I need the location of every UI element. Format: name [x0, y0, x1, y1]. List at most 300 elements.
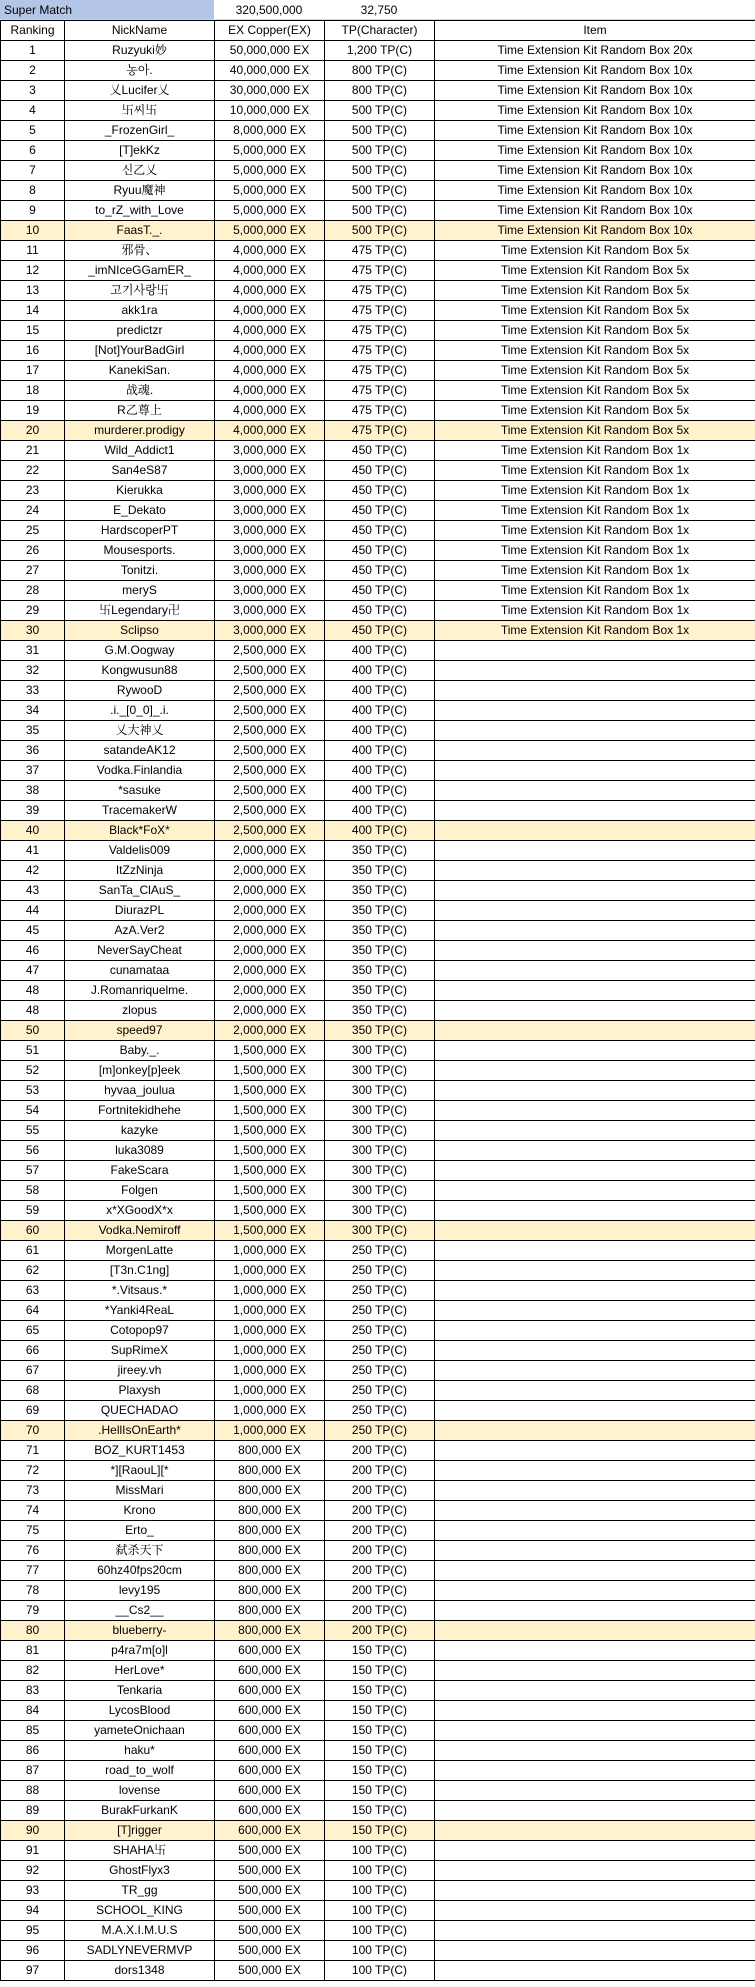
tp-character-cell[interactable]: 475 TP(C)	[325, 341, 435, 361]
ranking-cell[interactable]: 76	[1, 1541, 65, 1561]
item-cell[interactable]	[435, 1381, 755, 1401]
item-cell[interactable]	[435, 781, 755, 801]
nickname-cell[interactable]: FakeScara	[65, 1161, 215, 1181]
item-cell[interactable]	[435, 1801, 755, 1821]
item-cell[interactable]: Time Extension Kit Random Box 1x	[435, 461, 755, 481]
ranking-cell[interactable]: 93	[1, 1881, 65, 1901]
tp-character-cell[interactable]: 300 TP(C)	[325, 1221, 435, 1241]
tp-character-cell[interactable]: 200 TP(C)	[325, 1441, 435, 1461]
ex-copper-cell[interactable]: 1,500,000 EX	[215, 1061, 325, 1081]
item-cell[interactable]	[435, 1761, 755, 1781]
item-cell[interactable]	[435, 1601, 755, 1621]
nickname-cell[interactable]: cunamataa	[65, 961, 215, 981]
item-cell[interactable]: Time Extension Kit Random Box 1x	[435, 621, 755, 641]
item-cell[interactable]: Time Extension Kit Random Box 1x	[435, 561, 755, 581]
ranking-cell[interactable]: 65	[1, 1321, 65, 1341]
ex-copper-cell[interactable]: 1,000,000 EX	[215, 1401, 325, 1421]
tp-character-cell[interactable]: 500 TP(C)	[325, 121, 435, 141]
item-cell[interactable]	[435, 1701, 755, 1721]
item-cell[interactable]	[435, 1881, 755, 1901]
item-cell[interactable]: Time Extension Kit Random Box 1x	[435, 521, 755, 541]
ex-copper-cell[interactable]: 500,000 EX	[215, 1861, 325, 1881]
nickname-cell[interactable]: TR_gg	[65, 1881, 215, 1901]
nickname-cell[interactable]: jireey.vh	[65, 1361, 215, 1381]
tp-character-cell[interactable]: 450 TP(C)	[325, 601, 435, 621]
item-cell[interactable]	[435, 741, 755, 761]
ranking-cell[interactable]: 3	[1, 81, 65, 101]
ex-copper-cell[interactable]: 1,000,000 EX	[215, 1341, 325, 1361]
tp-character-cell[interactable]: 350 TP(C)	[325, 841, 435, 861]
ex-copper-cell[interactable]: 1,500,000 EX	[215, 1041, 325, 1061]
item-cell[interactable]: Time Extension Kit Random Box 1x	[435, 581, 755, 601]
summary-title-cell[interactable]: Super Match	[0, 0, 214, 19]
ex-copper-cell[interactable]: 2,500,000 EX	[215, 801, 325, 821]
ranking-cell[interactable]: 94	[1, 1901, 65, 1921]
tp-character-cell[interactable]: 250 TP(C)	[325, 1341, 435, 1361]
ex-copper-cell[interactable]: 1,500,000 EX	[215, 1121, 325, 1141]
item-cell[interactable]	[435, 1001, 755, 1021]
ranking-cell[interactable]: 54	[1, 1101, 65, 1121]
ex-copper-cell[interactable]: 2,500,000 EX	[215, 761, 325, 781]
ex-copper-cell[interactable]: 1,000,000 EX	[215, 1281, 325, 1301]
nickname-cell[interactable]: MorgenLatte	[65, 1241, 215, 1261]
tp-character-cell[interactable]: 300 TP(C)	[325, 1181, 435, 1201]
ex-copper-cell[interactable]: 800,000 EX	[215, 1581, 325, 1601]
ranking-cell[interactable]: 70	[1, 1421, 65, 1441]
item-cell[interactable]: Time Extension Kit Random Box 1x	[435, 541, 755, 561]
ranking-cell[interactable]: 32	[1, 661, 65, 681]
ranking-cell[interactable]: 71	[1, 1441, 65, 1461]
tp-character-cell[interactable]: 400 TP(C)	[325, 661, 435, 681]
item-cell[interactable]	[435, 861, 755, 881]
item-cell[interactable]	[435, 1621, 755, 1641]
ranking-cell[interactable]: 43	[1, 881, 65, 901]
ex-copper-cell[interactable]: 600,000 EX	[215, 1781, 325, 1801]
tp-character-cell[interactable]: 250 TP(C)	[325, 1241, 435, 1261]
tp-character-cell[interactable]: 475 TP(C)	[325, 261, 435, 281]
item-cell[interactable]	[435, 1061, 755, 1081]
tp-character-cell[interactable]: 200 TP(C)	[325, 1521, 435, 1541]
item-cell[interactable]: Time Extension Kit Random Box 10x	[435, 161, 755, 181]
ranking-cell[interactable]: 92	[1, 1861, 65, 1881]
item-cell[interactable]	[435, 1261, 755, 1281]
tp-character-cell[interactable]: 100 TP(C)	[325, 1941, 435, 1961]
ranking-cell[interactable]: 9	[1, 201, 65, 221]
nickname-cell[interactable]: *sasuke	[65, 781, 215, 801]
nickname-cell[interactable]: Folgen	[65, 1181, 215, 1201]
ranking-cell[interactable]: 24	[1, 501, 65, 521]
item-cell[interactable]	[435, 681, 755, 701]
ranking-cell[interactable]: 74	[1, 1501, 65, 1521]
ex-copper-cell[interactable]: 10,000,000 EX	[215, 101, 325, 121]
ranking-cell[interactable]: 6	[1, 141, 65, 161]
item-cell[interactable]: Time Extension Kit Random Box 1x	[435, 601, 755, 621]
item-cell[interactable]: Time Extension Kit Random Box 5x	[435, 241, 755, 261]
item-cell[interactable]	[435, 1521, 755, 1541]
item-cell[interactable]	[435, 1201, 755, 1221]
ex-copper-cell[interactable]: 1,500,000 EX	[215, 1221, 325, 1241]
nickname-cell[interactable]: San4eS87	[65, 461, 215, 481]
item-cell[interactable]	[435, 1401, 755, 1421]
nickname-cell[interactable]: J.Romanriquelme.	[65, 981, 215, 1001]
tp-character-cell[interactable]: 400 TP(C)	[325, 781, 435, 801]
ex-copper-cell[interactable]: 500,000 EX	[215, 1881, 325, 1901]
item-cell[interactable]	[435, 1821, 755, 1841]
tp-character-cell[interactable]: 200 TP(C)	[325, 1581, 435, 1601]
item-cell[interactable]	[435, 1901, 755, 1921]
ex-copper-cell[interactable]: 2,000,000 EX	[215, 901, 325, 921]
tp-character-cell[interactable]: 250 TP(C)	[325, 1301, 435, 1321]
tp-character-cell[interactable]: 450 TP(C)	[325, 481, 435, 501]
item-cell[interactable]	[435, 1141, 755, 1161]
nickname-cell[interactable]: Sclipso	[65, 621, 215, 641]
tp-character-cell[interactable]: 300 TP(C)	[325, 1101, 435, 1121]
ex-copper-cell[interactable]: 800,000 EX	[215, 1541, 325, 1561]
item-cell[interactable]: Time Extension Kit Random Box 5x	[435, 361, 755, 381]
ex-copper-cell[interactable]: 500,000 EX	[215, 1841, 325, 1861]
nickname-cell[interactable]: NeverSayCheat	[65, 941, 215, 961]
tp-character-cell[interactable]: 500 TP(C)	[325, 181, 435, 201]
nickname-cell[interactable]: ItZzNinja	[65, 861, 215, 881]
ex-copper-cell[interactable]: 40,000,000 EX	[215, 61, 325, 81]
ranking-cell[interactable]: 30	[1, 621, 65, 641]
ranking-cell[interactable]: 22	[1, 461, 65, 481]
ranking-cell[interactable]: 90	[1, 1821, 65, 1841]
tp-character-cell[interactable]: 500 TP(C)	[325, 221, 435, 241]
nickname-cell[interactable]: predictzr	[65, 321, 215, 341]
ex-copper-cell[interactable]: 1,000,000 EX	[215, 1381, 325, 1401]
ranking-cell[interactable]: 69	[1, 1401, 65, 1421]
item-cell[interactable]	[435, 841, 755, 861]
ex-copper-cell[interactable]: 600,000 EX	[215, 1681, 325, 1701]
item-cell[interactable]	[435, 981, 755, 1001]
tp-character-cell[interactable]: 100 TP(C)	[325, 1901, 435, 1921]
tp-character-cell[interactable]: 400 TP(C)	[325, 701, 435, 721]
tp-character-cell[interactable]: 250 TP(C)	[325, 1261, 435, 1281]
item-cell[interactable]	[435, 1561, 755, 1581]
ranking-cell[interactable]: 37	[1, 761, 65, 781]
item-cell[interactable]: Time Extension Kit Random Box 5x	[435, 301, 755, 321]
tp-character-cell[interactable]: 800 TP(C)	[325, 61, 435, 81]
ranking-cell[interactable]: 50	[1, 1021, 65, 1041]
ranking-cell[interactable]: 97	[1, 1961, 65, 1981]
tp-character-cell[interactable]: 250 TP(C)	[325, 1281, 435, 1301]
item-cell[interactable]: Time Extension Kit Random Box 10x	[435, 61, 755, 81]
nickname-cell[interactable]: *.Vitsaus.*	[65, 1281, 215, 1301]
nickname-cell[interactable]: GhostFlyx3	[65, 1861, 215, 1881]
tp-character-cell[interactable]: 250 TP(C)	[325, 1401, 435, 1421]
nickname-cell[interactable]: [T]rigger	[65, 1821, 215, 1841]
ranking-cell[interactable]: 46	[1, 941, 65, 961]
nickname-cell[interactable]: 卐씨卐	[65, 101, 215, 121]
tp-character-cell[interactable]: 350 TP(C)	[325, 961, 435, 981]
nickname-cell[interactable]: E_Dekato	[65, 501, 215, 521]
ranking-cell[interactable]: 5	[1, 121, 65, 141]
nickname-cell[interactable]: RywooD	[65, 681, 215, 701]
nickname-cell[interactable]: LycosBlood	[65, 1701, 215, 1721]
nickname-cell[interactable]: 卐Legendary卍	[65, 601, 215, 621]
nickname-cell[interactable]: QUECHADAO	[65, 1401, 215, 1421]
ex-copper-cell[interactable]: 5,000,000 EX	[215, 221, 325, 241]
tp-character-cell[interactable]: 500 TP(C)	[325, 201, 435, 221]
ex-copper-cell[interactable]: 1,500,000 EX	[215, 1141, 325, 1161]
ranking-cell[interactable]: 61	[1, 1241, 65, 1261]
nickname-cell[interactable]: dors1348	[65, 1961, 215, 1981]
nickname-cell[interactable]: murderer.prodigy	[65, 421, 215, 441]
ex-copper-cell[interactable]: 800,000 EX	[215, 1461, 325, 1481]
tp-character-cell[interactable]: 200 TP(C)	[325, 1501, 435, 1521]
ex-copper-cell[interactable]: 2,000,000 EX	[215, 921, 325, 941]
nickname-cell[interactable]: .HellIsOnEarth*	[65, 1421, 215, 1441]
ex-copper-cell[interactable]: 3,000,000 EX	[215, 561, 325, 581]
ranking-cell[interactable]: 18	[1, 381, 65, 401]
nickname-cell[interactable]: p4ra7m[o]l	[65, 1641, 215, 1661]
tp-character-cell[interactable]: 350 TP(C)	[325, 921, 435, 941]
ranking-cell[interactable]: 52	[1, 1061, 65, 1081]
ex-copper-cell[interactable]: 50,000,000 EX	[215, 41, 325, 61]
tp-character-cell[interactable]: 100 TP(C)	[325, 1861, 435, 1881]
ex-copper-cell[interactable]: 4,000,000 EX	[215, 381, 325, 401]
nickname-cell[interactable]: M.A.X.I.M.U.S	[65, 1921, 215, 1941]
ranking-cell[interactable]: 80	[1, 1621, 65, 1641]
tp-character-cell[interactable]: 100 TP(C)	[325, 1841, 435, 1861]
ranking-cell[interactable]: 85	[1, 1721, 65, 1741]
nickname-cell[interactable]: 乂Lucifer乂	[65, 81, 215, 101]
nickname-cell[interactable]: Tenkaria	[65, 1681, 215, 1701]
ex-copper-cell[interactable]: 1,000,000 EX	[215, 1241, 325, 1261]
ex-copper-cell[interactable]: 1,000,000 EX	[215, 1321, 325, 1341]
ex-copper-cell[interactable]: 1,500,000 EX	[215, 1161, 325, 1181]
ex-copper-cell[interactable]: 500,000 EX	[215, 1901, 325, 1921]
tp-character-cell[interactable]: 350 TP(C)	[325, 881, 435, 901]
tp-character-cell[interactable]: 300 TP(C)	[325, 1141, 435, 1161]
nickname-cell[interactable]: yameteOnichaan	[65, 1721, 215, 1741]
tp-character-cell[interactable]: 450 TP(C)	[325, 561, 435, 581]
ex-copper-cell[interactable]: 2,000,000 EX	[215, 1021, 325, 1041]
ex-copper-cell[interactable]: 2,500,000 EX	[215, 661, 325, 681]
nickname-cell[interactable]: 신乙乂	[65, 161, 215, 181]
item-cell[interactable]	[435, 801, 755, 821]
nickname-cell[interactable]: hyvaa_joulua	[65, 1081, 215, 1101]
ranking-cell[interactable]: 48	[1, 1001, 65, 1021]
nickname-cell[interactable]: Fortnitekidhehe	[65, 1101, 215, 1121]
item-cell[interactable]	[435, 1721, 755, 1741]
tp-character-cell[interactable]: 475 TP(C)	[325, 321, 435, 341]
ranking-cell[interactable]: 2	[1, 61, 65, 81]
tp-character-cell[interactable]: 100 TP(C)	[325, 1961, 435, 1981]
tp-character-cell[interactable]: 500 TP(C)	[325, 141, 435, 161]
item-cell[interactable]: Time Extension Kit Random Box 10x	[435, 221, 755, 241]
ranking-cell[interactable]: 78	[1, 1581, 65, 1601]
ex-copper-cell[interactable]: 2,500,000 EX	[215, 701, 325, 721]
tp-character-cell[interactable]: 150 TP(C)	[325, 1661, 435, 1681]
ranking-cell[interactable]: 63	[1, 1281, 65, 1301]
ex-copper-cell[interactable]: 3,000,000 EX	[215, 501, 325, 521]
item-cell[interactable]	[435, 1781, 755, 1801]
ranking-cell[interactable]: 23	[1, 481, 65, 501]
tp-character-cell[interactable]: 450 TP(C)	[325, 541, 435, 561]
ranking-cell[interactable]: 60	[1, 1221, 65, 1241]
tp-character-cell[interactable]: 250 TP(C)	[325, 1321, 435, 1341]
nickname-cell[interactable]: road_to_wolf	[65, 1761, 215, 1781]
nickname-cell[interactable]: Baby._.	[65, 1041, 215, 1061]
ranking-cell[interactable]: 57	[1, 1161, 65, 1181]
item-cell[interactable]: Time Extension Kit Random Box 5x	[435, 381, 755, 401]
ranking-cell[interactable]: 19	[1, 401, 65, 421]
ex-copper-cell[interactable]: 3,000,000 EX	[215, 581, 325, 601]
ranking-cell[interactable]: 67	[1, 1361, 65, 1381]
item-cell[interactable]	[435, 721, 755, 741]
item-cell[interactable]	[435, 1661, 755, 1681]
ranking-cell[interactable]: 89	[1, 1801, 65, 1821]
tp-character-cell[interactable]: 250 TP(C)	[325, 1421, 435, 1441]
ranking-cell[interactable]: 73	[1, 1481, 65, 1501]
ex-copper-cell[interactable]: 4,000,000 EX	[215, 421, 325, 441]
nickname-cell[interactable]: Tonitzi.	[65, 561, 215, 581]
ex-copper-cell[interactable]: 2,500,000 EX	[215, 821, 325, 841]
item-cell[interactable]	[435, 1481, 755, 1501]
nickname-cell[interactable]: 战魂.	[65, 381, 215, 401]
item-cell[interactable]: Time Extension Kit Random Box 1x	[435, 501, 755, 521]
ex-copper-cell[interactable]: 3,000,000 EX	[215, 521, 325, 541]
tp-character-cell[interactable]: 200 TP(C)	[325, 1461, 435, 1481]
item-cell[interactable]	[435, 1861, 755, 1881]
nickname-cell[interactable]: Erto_	[65, 1521, 215, 1541]
ranking-cell[interactable]: 29	[1, 601, 65, 621]
item-cell[interactable]	[435, 1121, 755, 1141]
item-cell[interactable]	[435, 1581, 755, 1601]
item-cell[interactable]: Time Extension Kit Random Box 5x	[435, 321, 755, 341]
tp-character-cell[interactable]: 150 TP(C)	[325, 1721, 435, 1741]
ranking-cell[interactable]: 42	[1, 861, 65, 881]
ex-copper-cell[interactable]: 2,500,000 EX	[215, 721, 325, 741]
ex-copper-cell[interactable]: 2,500,000 EX	[215, 781, 325, 801]
item-cell[interactable]: Time Extension Kit Random Box 10x	[435, 141, 755, 161]
ex-copper-cell[interactable]: 4,000,000 EX	[215, 361, 325, 381]
nickname-cell[interactable]: 농아.	[65, 61, 215, 81]
ranking-cell[interactable]: 36	[1, 741, 65, 761]
item-cell[interactable]	[435, 1081, 755, 1101]
item-cell[interactable]	[435, 1181, 755, 1201]
item-cell[interactable]	[435, 701, 755, 721]
ranking-cell[interactable]: 79	[1, 1601, 65, 1621]
item-cell[interactable]: Time Extension Kit Random Box 1x	[435, 481, 755, 501]
nickname-cell[interactable]: 乂大神乂	[65, 721, 215, 741]
item-cell[interactable]	[435, 821, 755, 841]
ranking-cell[interactable]: 83	[1, 1681, 65, 1701]
ex-copper-cell[interactable]: 2,500,000 EX	[215, 681, 325, 701]
ex-copper-cell[interactable]: 2,500,000 EX	[215, 641, 325, 661]
tp-character-cell[interactable]: 475 TP(C)	[325, 421, 435, 441]
ranking-cell[interactable]: 40	[1, 821, 65, 841]
tp-character-cell[interactable]: 450 TP(C)	[325, 521, 435, 541]
ranking-cell[interactable]: 59	[1, 1201, 65, 1221]
item-cell[interactable]	[435, 1441, 755, 1461]
nickname-cell[interactable]: SHAHA卐	[65, 1841, 215, 1861]
ex-copper-cell[interactable]: 600,000 EX	[215, 1801, 325, 1821]
nickname-cell[interactable]: luka3089	[65, 1141, 215, 1161]
tp-character-cell[interactable]: 1,200 TP(C)	[325, 41, 435, 61]
ex-copper-cell[interactable]: 800,000 EX	[215, 1621, 325, 1641]
tp-character-cell[interactable]: 450 TP(C)	[325, 441, 435, 461]
nickname-cell[interactable]: [T3n.C1ng]	[65, 1261, 215, 1281]
ex-copper-cell[interactable]: 800,000 EX	[215, 1501, 325, 1521]
ranking-cell[interactable]: 81	[1, 1641, 65, 1661]
ranking-cell[interactable]: 20	[1, 421, 65, 441]
tp-character-cell[interactable]: 450 TP(C)	[325, 501, 435, 521]
ranking-cell[interactable]: 25	[1, 521, 65, 541]
header-ranking[interactable]: Ranking	[1, 21, 65, 41]
ranking-cell[interactable]: 8	[1, 181, 65, 201]
nickname-cell[interactable]: Krono	[65, 1501, 215, 1521]
item-cell[interactable]: Time Extension Kit Random Box 5x	[435, 341, 755, 361]
ex-copper-cell[interactable]: 3,000,000 EX	[215, 541, 325, 561]
tp-character-cell[interactable]: 475 TP(C)	[325, 381, 435, 401]
tp-character-cell[interactable]: 400 TP(C)	[325, 821, 435, 841]
ranking-cell[interactable]: 87	[1, 1761, 65, 1781]
tp-character-cell[interactable]: 400 TP(C)	[325, 801, 435, 821]
ex-copper-cell[interactable]: 1,000,000 EX	[215, 1421, 325, 1441]
tp-character-cell[interactable]: 350 TP(C)	[325, 941, 435, 961]
nickname-cell[interactable]: HerLove*	[65, 1661, 215, 1681]
tp-character-cell[interactable]: 150 TP(C)	[325, 1681, 435, 1701]
ex-copper-cell[interactable]: 600,000 EX	[215, 1741, 325, 1761]
tp-character-cell[interactable]: 500 TP(C)	[325, 101, 435, 121]
ex-copper-cell[interactable]: 4,000,000 EX	[215, 241, 325, 261]
ranking-cell[interactable]: 86	[1, 1741, 65, 1761]
item-cell[interactable]	[435, 1461, 755, 1481]
item-cell[interactable]	[435, 1501, 755, 1521]
ranking-cell[interactable]: 55	[1, 1121, 65, 1141]
tp-character-cell[interactable]: 300 TP(C)	[325, 1121, 435, 1141]
item-cell[interactable]: Time Extension Kit Random Box 5x	[435, 421, 755, 441]
ex-copper-cell[interactable]: 4,000,000 EX	[215, 301, 325, 321]
ex-copper-cell[interactable]: 800,000 EX	[215, 1601, 325, 1621]
item-cell[interactable]	[435, 921, 755, 941]
ranking-cell[interactable]: 28	[1, 581, 65, 601]
ranking-cell[interactable]: 68	[1, 1381, 65, 1401]
ranking-cell[interactable]: 51	[1, 1041, 65, 1061]
nickname-cell[interactable]: __Cs2__	[65, 1601, 215, 1621]
ranking-cell[interactable]: 77	[1, 1561, 65, 1581]
nickname-cell[interactable]: speed97	[65, 1021, 215, 1041]
ranking-cell[interactable]: 56	[1, 1141, 65, 1161]
ex-copper-cell[interactable]: 3,000,000 EX	[215, 621, 325, 641]
tp-character-cell[interactable]: 100 TP(C)	[325, 1881, 435, 1901]
ranking-cell[interactable]: 84	[1, 1701, 65, 1721]
ex-copper-cell[interactable]: 3,000,000 EX	[215, 481, 325, 501]
ranking-cell[interactable]: 4	[1, 101, 65, 121]
tp-character-cell[interactable]: 150 TP(C)	[325, 1801, 435, 1821]
ex-copper-cell[interactable]: 5,000,000 EX	[215, 201, 325, 221]
nickname-cell[interactable]: HardscoperPT	[65, 521, 215, 541]
tp-character-cell[interactable]: 475 TP(C)	[325, 301, 435, 321]
ex-copper-cell[interactable]: 5,000,000 EX	[215, 181, 325, 201]
nickname-cell[interactable]: Mousesports.	[65, 541, 215, 561]
nickname-cell[interactable]: akk1ra	[65, 301, 215, 321]
ranking-cell[interactable]: 41	[1, 841, 65, 861]
ex-copper-cell[interactable]: 3,000,000 EX	[215, 441, 325, 461]
tp-character-cell[interactable]: 300 TP(C)	[325, 1201, 435, 1221]
nickname-cell[interactable]: DiurazPL	[65, 901, 215, 921]
tp-character-cell[interactable]: 450 TP(C)	[325, 461, 435, 481]
nickname-cell[interactable]: .i._[0_0]_.i.	[65, 701, 215, 721]
tp-character-cell[interactable]: 300 TP(C)	[325, 1041, 435, 1061]
item-cell[interactable]	[435, 1741, 755, 1761]
nickname-cell[interactable]: 弑杀天下	[65, 1541, 215, 1561]
nickname-cell[interactable]: Black*FoX*	[65, 821, 215, 841]
ranking-cell[interactable]: 72	[1, 1461, 65, 1481]
